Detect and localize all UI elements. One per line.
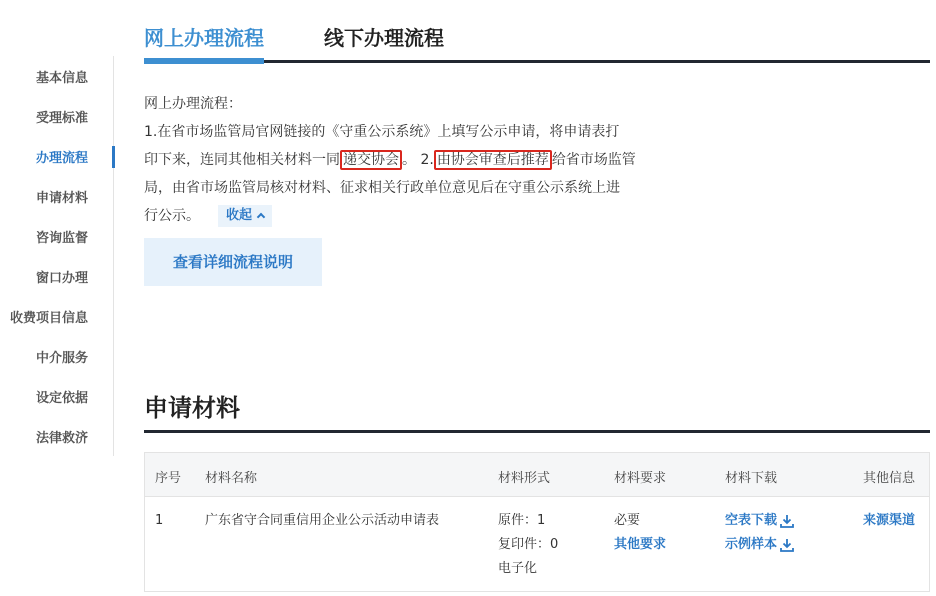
sidebar-item-consult-supervise[interactable]: 咨询监督 (35, 231, 88, 246)
row-form-copy: 复印件：0 (498, 537, 559, 552)
sidebar-item-basic-info[interactable]: 基本信息 (35, 71, 88, 86)
sidebar-item-acceptance-criteria[interactable]: 受理标准 (35, 111, 88, 126)
process-line-2 (144, 146, 699, 174)
table-header (145, 453, 929, 497)
sidebar-item-legal-remedy[interactable]: 法律救济 (35, 431, 88, 446)
column-header-index: 序号 (155, 471, 182, 486)
row-requirement: 必要 (614, 513, 641, 528)
active-indicator (112, 146, 115, 168)
blank-form-download-label: 空表下载 (725, 513, 778, 528)
process-line-1: 1.在省市场监管局官网链接的《守重公示系统》上填写公示申请，将申请表打 (144, 124, 620, 140)
blank-form-download[interactable] (725, 509, 794, 533)
sidebar-item-fees[interactable]: 收费项目信息 (9, 311, 88, 326)
download-icon (780, 514, 794, 528)
sidebar-item-process[interactable]: 办理流程 (35, 151, 88, 166)
column-header-name: 材料名称 (205, 471, 258, 486)
materials-divider (144, 430, 930, 433)
sample-download-label: 示例样本 (725, 537, 778, 552)
other-requirements-link[interactable]: 其他要求 (614, 537, 667, 552)
column-header-download: 材料下载 (725, 471, 778, 486)
materials-table (144, 452, 930, 592)
column-header-requirement: 材料要求 (614, 471, 667, 486)
column-header-other: 其他信息 (863, 471, 916, 486)
process-text: 印下来，连同其他相关材料一同 (144, 152, 340, 168)
process-tabs (144, 0, 930, 64)
sample-download[interactable] (725, 533, 794, 557)
tab-online-process[interactable]: 网上办理流程 (144, 26, 264, 50)
row-material-name: 广东省守合同重信用企业公示活动申请表 (205, 513, 440, 528)
download-icon (780, 538, 794, 552)
view-detailed-process-button[interactable]: 查看详细流程说明 (144, 238, 322, 286)
process-text: 给省市场监管 (551, 152, 636, 168)
sidebar-item-materials[interactable]: 申请材料 (35, 191, 88, 206)
materials-title: 申请材料 (144, 394, 240, 422)
highlight-association-review: 由协会审查后推荐 (434, 150, 552, 170)
sidebar-nav (0, 56, 114, 456)
row-form-original: 原件：1 (498, 513, 546, 528)
row-form-electronic: 电子化 (498, 561, 538, 576)
sidebar-item-intermediary[interactable]: 中介服务 (35, 351, 88, 366)
collapse-label: 收起 (226, 208, 253, 223)
process-heading: 网上办理流程： (144, 96, 242, 112)
process-line-4 (144, 202, 699, 230)
process-description (144, 90, 699, 230)
tab-offline-process[interactable]: 线下办理流程 (324, 26, 444, 50)
source-channel-link[interactable]: 来源渠道 (863, 513, 916, 528)
chevron-up-icon (257, 213, 265, 221)
sidebar-item-legal-basis[interactable]: 设定依据 (35, 391, 88, 406)
collapse-button[interactable] (218, 205, 272, 227)
sidebar-item-window[interactable]: 窗口办理 (35, 271, 88, 286)
process-line-3: 局，由省市场监管局核对材料、征求相关行政单位意见后在守重公示系统上进 (144, 180, 620, 196)
column-header-form: 材料形式 (498, 471, 551, 486)
row-index: 1 (155, 513, 164, 528)
tab-active-underline (144, 58, 264, 64)
process-text: 。 2. (402, 152, 434, 168)
process-text: 行公示。 (144, 208, 200, 224)
highlight-submit-association: 递交协会 (340, 150, 402, 170)
